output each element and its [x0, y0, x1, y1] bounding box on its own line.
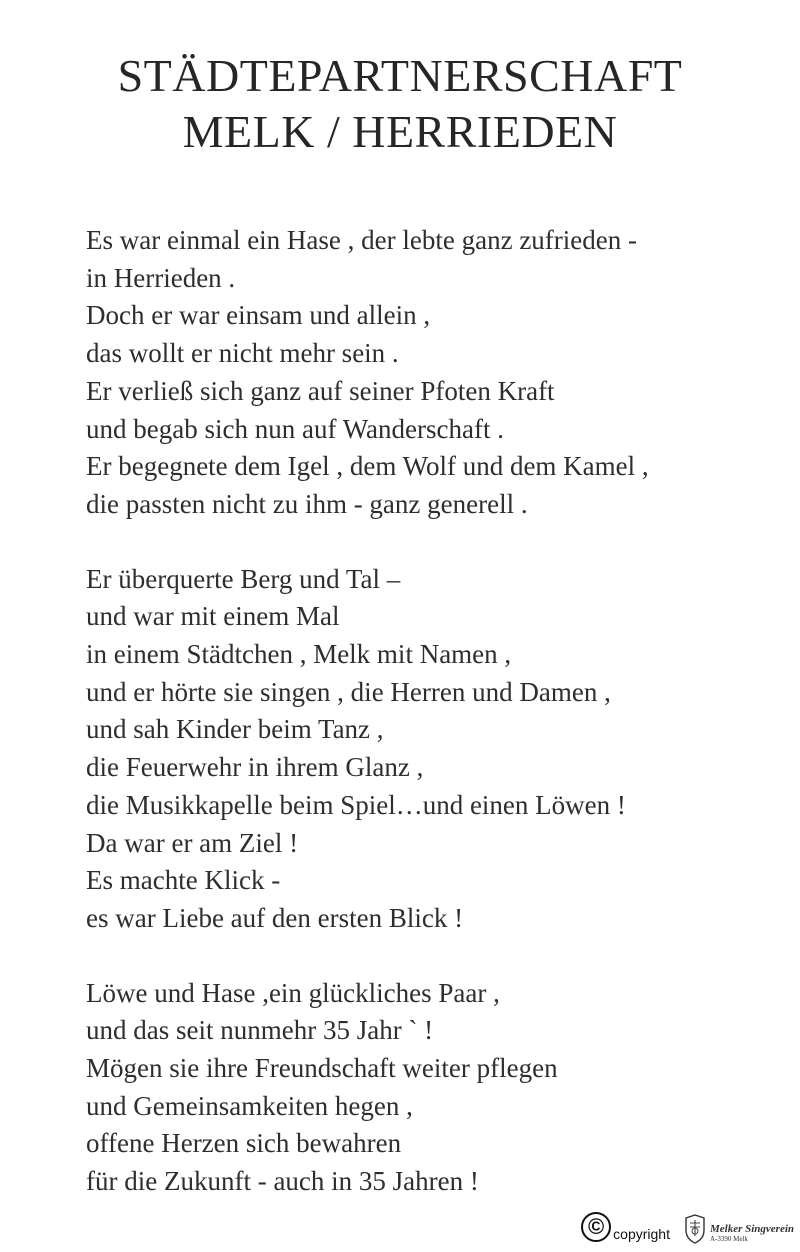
stanza-2: [86, 561, 786, 938]
poem-line: Doch er war einsam und allein ,: [86, 300, 431, 331]
poem-line: in einem Städtchen , Melk mit Namen ,: [86, 639, 512, 670]
stanza-1: [86, 222, 786, 524]
crest-icon: [684, 1214, 706, 1244]
poem-line: offene Herzen sich bewahren: [86, 1128, 402, 1159]
poem-line: die Feuerwehr in ihrem Glanz ,: [86, 752, 424, 783]
logo-name: Melker Singverein: [709, 1223, 794, 1235]
stanza-3: [86, 975, 786, 1201]
poem-line: Er überquerte Berg und Tal –: [86, 563, 401, 594]
poem-line: das wollt er nicht mehr sein .: [86, 338, 399, 369]
poem-line: Da war er am Ziel !: [86, 827, 299, 858]
poem-line: Er begegnete dem Igel , dem Wolf und dem Kamel ,: [86, 451, 649, 482]
poem: [86, 222, 786, 1201]
poem-line: und sah Kinder beim Tanz ,: [86, 714, 384, 745]
page-subtitle: MELK / HERRIEDEN: [182, 106, 618, 157]
poem-line: und begab sich nun auf Wanderschaft .: [86, 413, 504, 444]
poem-line: und das seit nunmehr 35 Jahr ` !: [86, 1015, 434, 1046]
poem-line: die Musikkapelle beim Spiel…und einen Löwen !: [86, 789, 626, 820]
poem-line: und war mit einem Mal: [86, 601, 340, 632]
copyright-icon: ©: [581, 1212, 611, 1242]
copyright-label: copyright: [613, 1226, 670, 1242]
poem-line: und er hörte sie singen , die Herren und Damen ,: [86, 676, 611, 707]
poem-line: in Herrieden .: [86, 262, 236, 293]
poem-line: Löwe und Hase ,ein glückliches Paar ,: [86, 977, 500, 1008]
poem-line: es war Liebe auf den ersten Blick !: [86, 902, 464, 933]
footer: [581, 1204, 794, 1248]
poem-line: die passten nicht zu ihm - ganz generell .: [86, 488, 528, 519]
poem-line: Es machte Klick -: [86, 865, 281, 896]
poem-line: für die Zukunft - auch in 35 Jahren !: [86, 1166, 479, 1197]
poem-line: Er verließ sich ganz auf seiner Pfoten Kraft: [86, 375, 555, 406]
page-title: STÄDTEPARTNERSCHAFT: [117, 50, 683, 101]
poem-line: und Gemeinsamkeiten hegen ,: [86, 1090, 413, 1121]
logo-subtext: A-3390 Melk: [709, 1235, 748, 1243]
poem-line: Es war einmal ein Hase , der lebte ganz zufrieden -: [86, 225, 637, 255]
poem-line: Mögen sie ihre Freundschaft weiter pflegen: [86, 1053, 558, 1084]
singverein-logo: [710, 1223, 794, 1244]
